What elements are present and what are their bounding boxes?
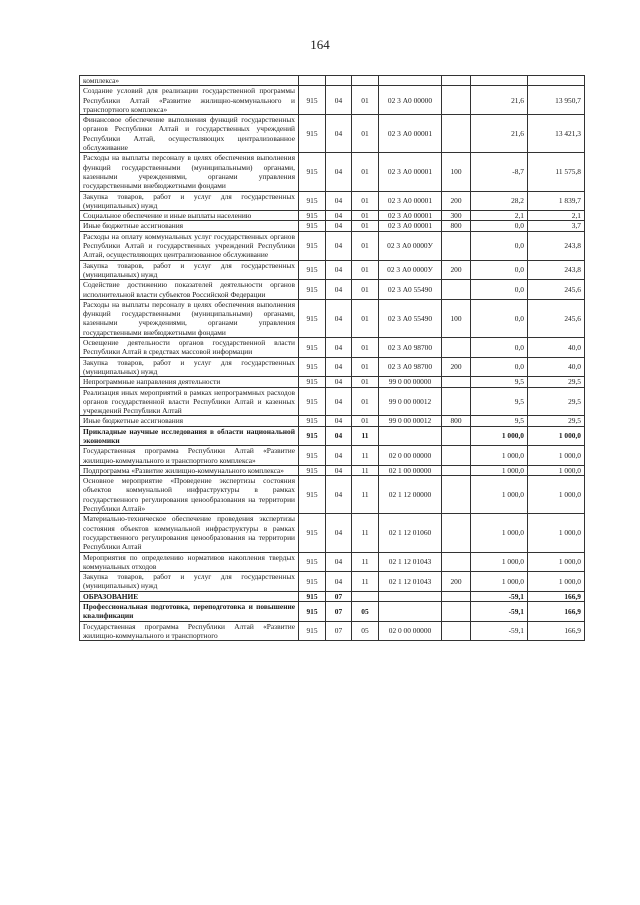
department-code-cell <box>299 76 326 86</box>
expense-type-cell: 300 <box>442 211 471 221</box>
amount-change-cell: 0,0 <box>471 221 528 231</box>
item-name-cell: Реализация иных мероприятий в рамках непрограммных расходов органов государственной власти Республики Алтай и казенных учреждений Республики Алтай <box>80 387 299 416</box>
table-row <box>80 446 585 466</box>
department-code-cell: 915 <box>299 476 326 514</box>
item-name-cell: Финансовое обеспечение выполнения функций государственных органов Республики Алтай и государственных учреждений Республики Алтай, осуществляющих централизованное обслуживание <box>80 115 299 153</box>
table-row <box>80 416 585 426</box>
department-code-cell: 915 <box>299 426 326 446</box>
target-article-cell <box>379 591 442 601</box>
target-article-cell: 02 3 А0 00000 <box>379 86 442 115</box>
table-row <box>80 377 585 387</box>
target-article-cell: 02 3 А0 98700 <box>379 357 442 377</box>
subsection-code-cell: 01 <box>352 86 379 115</box>
expense-type-cell <box>442 621 471 641</box>
amount-change-cell: -59,1 <box>471 621 528 641</box>
table-row <box>80 426 585 446</box>
expense-type-cell <box>442 602 471 622</box>
amount-total-cell: 1 839,7 <box>528 191 585 211</box>
expense-type-cell <box>442 280 471 300</box>
section-code-cell: 04 <box>326 221 352 231</box>
amount-change-cell: 9,5 <box>471 387 528 416</box>
target-article-cell: 99 0 00 00012 <box>379 387 442 416</box>
amount-total-cell: 166,9 <box>528 602 585 622</box>
table-row <box>80 591 585 601</box>
department-code-cell: 915 <box>299 552 326 572</box>
department-code-cell: 915 <box>299 191 326 211</box>
item-name-cell: Материально-техническое обеспечение проведения экспертизы состояния объектов коммунальной инфраструктуры в рамках государственного регулирования ценообразования на территории Республики Алтай <box>80 514 299 552</box>
page-number: 164 <box>310 37 330 52</box>
amount-total-cell: 243,8 <box>528 231 585 260</box>
section-code-cell: 04 <box>326 86 352 115</box>
target-article-cell: 02 1 12 01060 <box>379 514 442 552</box>
amount-total-cell: 245,6 <box>528 280 585 300</box>
table-row <box>80 357 585 377</box>
item-name-cell: Закупка товаров, работ и услуг для государственных (муниципальных) нужд <box>80 191 299 211</box>
section-code-cell: 04 <box>326 377 352 387</box>
item-name-cell: Закупка товаров, работ и услуг для государственных (муниципальных) нужд <box>80 572 299 592</box>
expense-type-cell <box>442 552 471 572</box>
section-code-cell: 04 <box>326 426 352 446</box>
amount-change-cell: 1 000,0 <box>471 476 528 514</box>
item-name-cell: комплекса» <box>80 76 299 86</box>
target-article-cell: 02 3 А0 00001 <box>379 153 442 191</box>
expense-type-cell <box>442 377 471 387</box>
subsection-code-cell: 01 <box>352 377 379 387</box>
expense-type-cell: 200 <box>442 572 471 592</box>
amount-change-cell: 28,2 <box>471 191 528 211</box>
subsection-code-cell: 01 <box>352 387 379 416</box>
expense-type-cell <box>442 387 471 416</box>
subsection-code-cell: 11 <box>352 514 379 552</box>
subsection-code-cell: 11 <box>352 446 379 466</box>
amount-total-cell: 13 950,7 <box>528 86 585 115</box>
department-code-cell: 915 <box>299 221 326 231</box>
subsection-code-cell: 01 <box>352 280 379 300</box>
item-name-cell: Расходы на оплату коммунальных услуг государственных органов Республики Алтай и государственных учреждений Республики Алтай, осуществляющих централизованное обслуживание <box>80 231 299 260</box>
table-row <box>80 387 585 416</box>
amount-total-cell: 1 000,0 <box>528 465 585 475</box>
expense-type-cell: 100 <box>442 153 471 191</box>
item-name-cell: ОБРАЗОВАНИЕ <box>80 591 299 601</box>
item-name-cell: Социальное обеспечение и иные выплаты населению <box>80 211 299 221</box>
target-article-cell: 02 3 А0 55490 <box>379 299 442 337</box>
section-code-cell: 04 <box>326 514 352 552</box>
expense-type-cell <box>442 514 471 552</box>
department-code-cell: 915 <box>299 591 326 601</box>
table-row <box>80 280 585 300</box>
department-code-cell: 915 <box>299 357 326 377</box>
section-code-cell: 04 <box>326 387 352 416</box>
department-code-cell: 915 <box>299 602 326 622</box>
table-row <box>80 211 585 221</box>
target-article-cell: 02 3 А0 00001 <box>379 211 442 221</box>
section-code-cell <box>326 76 352 86</box>
department-code-cell: 915 <box>299 446 326 466</box>
item-name-cell: Профессиональная подготовка, переподготовка и повышение квалификации <box>80 602 299 622</box>
amount-total-cell: 245,6 <box>528 299 585 337</box>
amount-total-cell: 3,7 <box>528 221 585 231</box>
item-name-cell: Расходы на выплаты персоналу в целях обеспечения выполнения функций государственными (муниципальными) органами, казенными учреждениями, органами управления государственными внебюджетными фондами <box>80 153 299 191</box>
subsection-code-cell: 05 <box>352 602 379 622</box>
table-row <box>80 621 585 641</box>
amount-change-cell: 0,0 <box>471 357 528 377</box>
department-code-cell: 915 <box>299 416 326 426</box>
amount-total-cell: 2,1 <box>528 211 585 221</box>
amount-change-cell: 21,6 <box>471 115 528 153</box>
amount-change-cell: 9,5 <box>471 416 528 426</box>
section-code-cell: 04 <box>326 357 352 377</box>
amount-change-cell: 1 000,0 <box>471 446 528 466</box>
section-code-cell: 04 <box>326 153 352 191</box>
expense-type-cell: 800 <box>442 221 471 231</box>
expense-type-cell <box>442 465 471 475</box>
amount-total-cell: 29,5 <box>528 416 585 426</box>
department-code-cell: 915 <box>299 299 326 337</box>
expense-type-cell <box>442 338 471 358</box>
expense-type-cell: 200 <box>442 191 471 211</box>
item-name-cell: Прикладные научные исследования в области национальной экономики <box>80 426 299 446</box>
department-code-cell: 915 <box>299 211 326 221</box>
item-name-cell: Государственная программа Республики Алтай «Развитие жилищно-коммунального и транспортного комплекса» <box>80 446 299 466</box>
subsection-code-cell: 11 <box>352 572 379 592</box>
amount-change-cell <box>471 76 528 86</box>
amount-total-cell: 40,0 <box>528 338 585 358</box>
amount-change-cell: 9,5 <box>471 377 528 387</box>
subsection-code-cell: 01 <box>352 299 379 337</box>
amount-change-cell: 0,0 <box>471 231 528 260</box>
table-row <box>80 299 585 337</box>
target-article-cell: 02 3 А0 55490 <box>379 280 442 300</box>
expense-type-cell: 100 <box>442 299 471 337</box>
department-code-cell: 915 <box>299 377 326 387</box>
expense-type-cell <box>442 115 471 153</box>
amount-total-cell: 29,5 <box>528 377 585 387</box>
target-article-cell: 02 3 А0 0000У <box>379 260 442 280</box>
expense-type-cell: 800 <box>442 416 471 426</box>
target-article-cell: 02 0 00 00000 <box>379 621 442 641</box>
expense-type-cell <box>442 76 471 86</box>
table-row <box>80 231 585 260</box>
table-row <box>80 476 585 514</box>
amount-total-cell: 166,9 <box>528 621 585 641</box>
amount-total-cell: 40,0 <box>528 357 585 377</box>
expense-type-cell <box>442 476 471 514</box>
target-article-cell: 02 0 00 00000 <box>379 446 442 466</box>
amount-total-cell: 1 000,0 <box>528 514 585 552</box>
item-name-cell: Иные бюджетные ассигнования <box>80 221 299 231</box>
expense-type-cell <box>442 231 471 260</box>
amount-change-cell: 0,0 <box>471 280 528 300</box>
target-article-cell <box>379 426 442 446</box>
table-row <box>80 514 585 552</box>
amount-total-cell: 1 000,0 <box>528 426 585 446</box>
amount-change-cell: 1 000,0 <box>471 465 528 475</box>
department-code-cell: 915 <box>299 572 326 592</box>
target-article-cell: 02 3 А0 98700 <box>379 338 442 358</box>
subsection-code-cell: 11 <box>352 476 379 514</box>
amount-change-cell: -59,1 <box>471 602 528 622</box>
expense-type-cell <box>442 426 471 446</box>
table-row <box>80 191 585 211</box>
amount-total-cell <box>528 76 585 86</box>
section-code-cell: 04 <box>326 115 352 153</box>
subsection-code-cell: 01 <box>352 211 379 221</box>
subsection-code-cell: 01 <box>352 260 379 280</box>
subsection-code-cell <box>352 76 379 86</box>
subsection-code-cell: 01 <box>352 357 379 377</box>
amount-change-cell: 1 000,0 <box>471 426 528 446</box>
section-code-cell: 04 <box>326 572 352 592</box>
section-code-cell: 04 <box>326 476 352 514</box>
table-row <box>80 153 585 191</box>
subsection-code-cell: 11 <box>352 465 379 475</box>
target-article-cell <box>379 602 442 622</box>
department-code-cell: 915 <box>299 231 326 260</box>
amount-total-cell: 1 000,0 <box>528 446 585 466</box>
section-code-cell: 04 <box>326 211 352 221</box>
department-code-cell: 915 <box>299 260 326 280</box>
amount-change-cell: 1 000,0 <box>471 572 528 592</box>
item-name-cell: Иные бюджетные ассигнования <box>80 416 299 426</box>
amount-change-cell: -8,7 <box>471 153 528 191</box>
target-article-cell: 02 3 А0 0000У <box>379 231 442 260</box>
table-row <box>80 260 585 280</box>
department-code-cell: 915 <box>299 115 326 153</box>
department-code-cell: 915 <box>299 387 326 416</box>
table-row <box>80 221 585 231</box>
target-article-cell: 99 0 00 00000 <box>379 377 442 387</box>
target-article-cell <box>379 76 442 86</box>
table-row <box>80 338 585 358</box>
table-row <box>80 465 585 475</box>
table-row <box>80 115 585 153</box>
department-code-cell: 915 <box>299 621 326 641</box>
item-name-cell: Освещение деятельности органов государственной власти Республики Алтай в средствах массовой информации <box>80 338 299 358</box>
section-code-cell: 04 <box>326 231 352 260</box>
item-name-cell: Закупка товаров, работ и услуг для государственных (муниципальных) нужд <box>80 357 299 377</box>
table-row <box>80 552 585 572</box>
amount-change-cell: 1 000,0 <box>471 514 528 552</box>
section-code-cell: 04 <box>326 191 352 211</box>
amount-total-cell: 1 000,0 <box>528 552 585 572</box>
amount-total-cell: 1 000,0 <box>528 572 585 592</box>
amount-change-cell: 2,1 <box>471 211 528 221</box>
section-code-cell: 04 <box>326 260 352 280</box>
section-code-cell: 04 <box>326 280 352 300</box>
expense-type-cell: 200 <box>442 357 471 377</box>
target-article-cell: 02 1 00 00000 <box>379 465 442 475</box>
section-code-cell: 07 <box>326 602 352 622</box>
item-name-cell: Закупка товаров, работ и услуг для государственных (муниципальных) нужд <box>80 260 299 280</box>
subsection-code-cell: 11 <box>352 552 379 572</box>
expense-type-cell: 200 <box>442 260 471 280</box>
item-name-cell: Подпрограмма «Развитие жилищно-коммунального комплекса» <box>80 465 299 475</box>
subsection-code-cell: 11 <box>352 426 379 446</box>
section-code-cell: 07 <box>326 621 352 641</box>
section-code-cell: 04 <box>326 552 352 572</box>
subsection-code-cell: 01 <box>352 416 379 426</box>
amount-change-cell: -59,1 <box>471 591 528 601</box>
item-name-cell: Непрограммные направления деятельности <box>80 377 299 387</box>
amount-total-cell: 13 421,3 <box>528 115 585 153</box>
target-article-cell: 02 3 А0 00001 <box>379 115 442 153</box>
amount-change-cell: 0,0 <box>471 260 528 280</box>
item-name-cell: Содействие достижению показателей деятельности органов исполнительной власти субъектов Российской Федерации <box>80 280 299 300</box>
amount-total-cell: 11 575,8 <box>528 153 585 191</box>
amount-change-cell: 0,0 <box>471 338 528 358</box>
table-row <box>80 86 585 115</box>
section-code-cell: 07 <box>326 591 352 601</box>
budget-table <box>79 75 585 641</box>
section-code-cell: 04 <box>326 338 352 358</box>
department-code-cell: 915 <box>299 153 326 191</box>
section-code-cell: 04 <box>326 465 352 475</box>
section-code-cell: 04 <box>326 299 352 337</box>
item-name-cell: Основное мероприятие «Проведение экспертизы состояния объектов коммунальной инфраструктуры в рамках государственного регулирования ценообразования на территории Республики Алтай» <box>80 476 299 514</box>
expense-type-cell <box>442 86 471 115</box>
subsection-code-cell: 05 <box>352 621 379 641</box>
amount-total-cell: 166,9 <box>528 591 585 601</box>
item-name-cell: Расходы на выплаты персоналу в целях обеспечения выполнения функций государственными (муниципальными) органами, казенными учреждениями, органами управления государственными внебюджетными фондами <box>80 299 299 337</box>
department-code-cell: 915 <box>299 514 326 552</box>
amount-total-cell: 29,5 <box>528 387 585 416</box>
department-code-cell: 915 <box>299 465 326 475</box>
amount-change-cell: 1 000,0 <box>471 552 528 572</box>
target-article-cell: 02 3 А0 00001 <box>379 191 442 211</box>
table-row <box>80 76 585 86</box>
target-article-cell: 02 1 12 00000 <box>379 476 442 514</box>
subsection-code-cell: 01 <box>352 115 379 153</box>
department-code-cell: 915 <box>299 338 326 358</box>
section-code-cell: 04 <box>326 446 352 466</box>
target-article-cell: 99 0 00 00012 <box>379 416 442 426</box>
table-row <box>80 602 585 622</box>
subsection-code-cell <box>352 591 379 601</box>
section-code-cell: 04 <box>326 416 352 426</box>
amount-total-cell: 243,8 <box>528 260 585 280</box>
target-article-cell: 02 1 12 01043 <box>379 572 442 592</box>
target-article-cell: 02 1 12 01043 <box>379 552 442 572</box>
target-article-cell: 02 3 А0 00001 <box>379 221 442 231</box>
subsection-code-cell: 01 <box>352 338 379 358</box>
table-row <box>80 572 585 592</box>
subsection-code-cell: 01 <box>352 191 379 211</box>
item-name-cell: Создание условий для реализации государственной программы Республики Алтай «Развитие жилищно-коммунального и транспортного комплекса» <box>80 86 299 115</box>
item-name-cell: Государственная программа Республики Алтай «Развитие жилищно-коммунального и транспортного <box>80 621 299 641</box>
subsection-code-cell: 01 <box>352 221 379 231</box>
department-code-cell: 915 <box>299 280 326 300</box>
amount-total-cell: 1 000,0 <box>528 476 585 514</box>
amount-change-cell: 0,0 <box>471 299 528 337</box>
subsection-code-cell: 01 <box>352 231 379 260</box>
amount-change-cell: 21,6 <box>471 86 528 115</box>
subsection-code-cell: 01 <box>352 153 379 191</box>
item-name-cell: Мероприятия по определению нормативов накопления твердых коммунальных отходов <box>80 552 299 572</box>
expense-type-cell <box>442 591 471 601</box>
department-code-cell: 915 <box>299 86 326 115</box>
expense-type-cell <box>442 446 471 466</box>
